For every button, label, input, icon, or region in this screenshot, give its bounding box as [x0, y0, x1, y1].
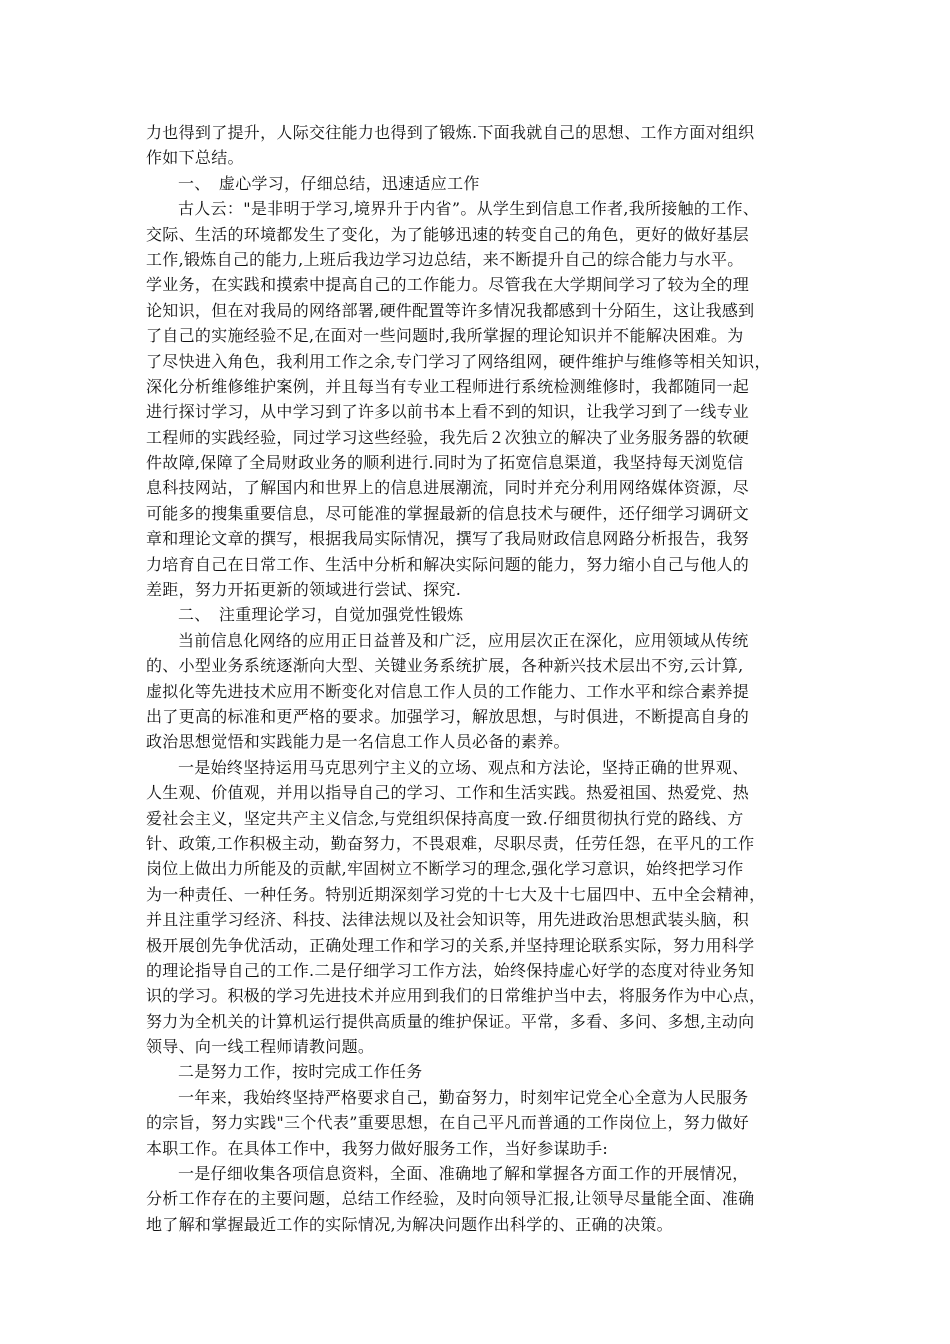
text-line: 古人云："是非明于学习,境界升于内省”。从学生到信息工作者,我所接触的工作、 [178, 199, 760, 219]
text-line: 岗位上做出力所能及的贡献,牢固树立不断学习的理念,强化学习意识，始终把学习作 [146, 859, 744, 879]
text-line: 息科技网站，了解国内和世界上的信息进展潮流，同时并充分利用网络媒体资源，尽 [146, 478, 750, 498]
text-line: 虚拟化等先进技术应用不断变化对信息工作人员的工作能力、工作水平和综合素养提 [146, 681, 750, 701]
text-line: 力培育自己在日常工作、生活中分析和解决实际问题的能力，努力缩小自己与他人的 [146, 554, 750, 574]
text-line: 爱社会主义，坚定共产主义信念,与党组织保持高度一致.仔细贯彻执行党的路线、方 [146, 808, 744, 828]
text-line: 努力为全机关的计算机运行提供高质量的维护保证。平常，多看、多问、多想,主动向 [146, 1011, 755, 1031]
text-line: 一、 虚心学习，仔细总结，迅速适应工作 [178, 173, 480, 193]
text-line: 一年来，我始终坚持严格要求自己，勤奋努力，时刻牢记党全心全意为人民服务 [178, 1087, 749, 1107]
text-line: 了尽快进入角色，我利用工作之余,专门学习了网络组网，硬件维护与维修等相关知识， [146, 351, 771, 371]
text-line: 人生观、价值观，并用以指导自己的学习、工作和生活实践。热爱祖国、热爱党、热 [146, 783, 750, 803]
text-line: 极开展创先争优活动，正确处理工作和学习的关系,并坚持理论联系实际，努力用科学 [146, 935, 755, 955]
text-line: 当前信息化网络的应用正日益普及和广泛，应用层次正在深化，应用领域从传统 [178, 630, 749, 650]
text-line: 地了解和掌握最近工作的实际情况,为解决问题作出科学的、正确的决策。 [146, 1214, 673, 1234]
text-line: 工程师的实践经验，同过学习这些经验，我先后２次独立的解决了业务服务器的软硬 [146, 427, 750, 447]
text-line: 为一种责任、一种任务。特别近期深刻学习党的十七大及十七届四中、五中全会精神， [146, 884, 766, 904]
text-line: 政治思想觉悟和实践能力是一名信息工作人员必备的素养。 [146, 732, 570, 752]
text-line: 的宗旨，努力实践"三个代表”重要思想，在自己平凡而普通的工作岗位上，努力做好 [146, 1113, 749, 1133]
text-line: 件故障,保障了全局财政业务的顺利进行.同时为了拓宽信息渠道，我坚持每天浏览信 [146, 453, 744, 473]
text-line: 可能多的搜集重要信息，尽可能准的掌握最新的信息技术与硬件，还仔细学习调研文 [146, 503, 750, 523]
text-line: 力也得到了提升，人际交往能力也得到了锻炼.下面我就自己的思想、工作方面对组织 [146, 123, 755, 142]
text-line: 本职工作。在具体工作中，我努力做好服务工作，当好参谋助手: [146, 1138, 609, 1158]
text-line: 交际、生活的环境都发生了变化，为了能够迅速的转变自己的角色，更好的做好基层 [146, 224, 750, 244]
text-line: 工作,锻炼自己的能力,上班后我边学习边总结，来不断提升自己的综合能力与水平。 [146, 249, 744, 269]
text-line: 一是仔细收集各项信息资料，全面、准确地了解和掌握各方面工作的开展情况， [178, 1164, 749, 1184]
text-line: 章和理论文章的撰写，根据我局实际情况，撰写了我局财政信息网路分析报告，我努 [146, 529, 750, 549]
text-line: 论知识，但在对我局的网络部署,硬件配置等许多情况我都感到十分陌生，这让我感到 [146, 300, 755, 320]
text-line: 二是努力工作，按时完成工作任务 [178, 1062, 423, 1082]
text-line: 针、政策,工作积极主动，勤奋努力，不畏艰难，尽职尽责，任劳任怨，在平凡的工作 [146, 833, 755, 853]
text-line: 分析工作存在的主要问题，总结工作经验，及时向领导汇报,让领导尽量能全面、准确 [146, 1189, 755, 1209]
text-line: 并且注重学习经济、科技、法律法规以及社会知识等，用先进政治思想武装头脑，积 [146, 910, 750, 930]
text-line: 深化分析维修维护案例，并且每当有专业工程师进行系统检测维修时，我都随同一起 [146, 376, 750, 396]
text-line: 学业务，在实践和摸索中提高自己的工作能力。尽管我在大学期间学习了较为全的理 [146, 275, 750, 295]
text-line: 一是始终坚持运用马克思列宁主义的立场、观点和方法论，坚持正确的世界观、 [178, 757, 749, 777]
text-line: 领导、向一线工程师请教问题。 [146, 1037, 375, 1057]
text-line: 的、小型业务系统逐渐向大型、关键业务系统扩展，各种新兴技术层出不穷,云计算, [146, 656, 744, 676]
text-line: 出了更高的标准和更严格的要求。加强学习，解放思想，与时俱进，不断提高自身的 [146, 706, 750, 726]
document-body [146, 120, 808, 1237]
text-line: 差距，努力开拓更新的领域进行尝试、探究. [146, 580, 462, 600]
text-line: 作如下总结。 [146, 148, 244, 168]
text-line: 进行探讨学习，从中学习到了许多以前书本上看不到的知识，让我学习到了一线专业 [146, 402, 750, 422]
text-line: 识的学习。积极的学习先进技术并应用到我们的日常维护当中去，将服务作为中心点， [146, 986, 766, 1006]
text-line: 了自己的实施经验不足,在面对一些问题时,我所掌握的理论知识并不能解决困难。为 [146, 326, 744, 346]
text-line: 二、 注重理论学习，自觉加强党性锻炼 [178, 605, 464, 625]
text-line: 的理论指导自己的工作.二是仔细学习工作方法，始终保持虚心好学的态度对待业务知 [146, 960, 755, 980]
